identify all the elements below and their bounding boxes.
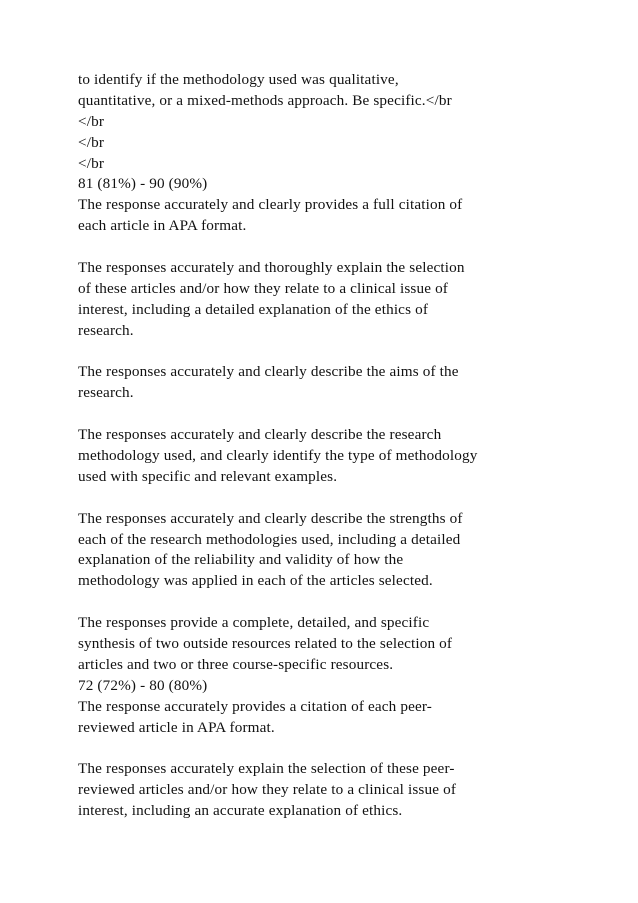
text-line: to identify if the methodology used was qualitative,	[78, 71, 399, 88]
document-page	[78, 70, 618, 822]
text-line: methodology was applied in each of the articles selected.	[78, 572, 433, 590]
text-line: </br	[78, 112, 105, 130]
text-line: </br	[78, 154, 105, 172]
text-line: methodology used, and clearly identify the type of methodology	[78, 447, 478, 465]
text-line: reviewed articles and/or how they relate to a clinical issue of	[78, 781, 457, 799]
score-range-heading: 81 (81%) - 90 (90%)	[78, 175, 208, 193]
text-line: explanation of the reliability and validity of how the	[78, 551, 404, 569]
text-line: each of the research methodologies used, including a detailed	[78, 530, 461, 548]
paragraph-gap	[78, 237, 618, 258]
text-line: The responses accurately and thoroughly explain the selection	[78, 259, 465, 277]
paragraph-gap	[78, 404, 618, 425]
text-line: The response accurately and clearly provides a full citation of	[78, 196, 463, 214]
text-line: synthesis of two outside resources related to the selection of	[78, 635, 453, 653]
text-line: research.	[78, 384, 134, 402]
text-line: The responses accurately explain the selection of these peer-	[78, 760, 455, 778]
paragraph-gap	[78, 739, 618, 760]
text-line: interest, including an accurate explanation of ethics.	[78, 802, 403, 820]
text-line: </br	[78, 133, 105, 151]
paragraph-gap	[78, 488, 618, 509]
text-line: The responses accurately and clearly describe the strengths of	[78, 509, 463, 527]
text-line: articles and two or three course-specific resources.	[78, 655, 394, 673]
text-line: The responses accurately and clearly describe the research	[78, 426, 442, 444]
text-line: used with specific and relevant examples.	[78, 467, 338, 485]
text-line: The responses accurately and clearly describe the aims of the	[78, 363, 459, 381]
text-line: research.	[78, 321, 134, 339]
text-line: interest, including a detailed explanation of the ethics of	[78, 300, 429, 318]
text-line: The responses provide a complete, detailed, and specific	[78, 614, 430, 632]
paragraph-gap	[78, 592, 618, 613]
text-line: The response accurately provides a citation of each peer-	[78, 697, 433, 715]
score-range-heading: 72 (72%) - 80 (80%)	[78, 676, 208, 694]
text-line: quantitative, or a mixed-methods approach. Be specific.</br	[78, 91, 452, 109]
paragraph-gap	[78, 342, 618, 363]
text-line: reviewed article in APA format.	[78, 718, 275, 736]
text-line: each article in APA format.	[78, 217, 247, 235]
text-line: of these articles and/or how they relate to a clinical issue of	[78, 279, 449, 297]
